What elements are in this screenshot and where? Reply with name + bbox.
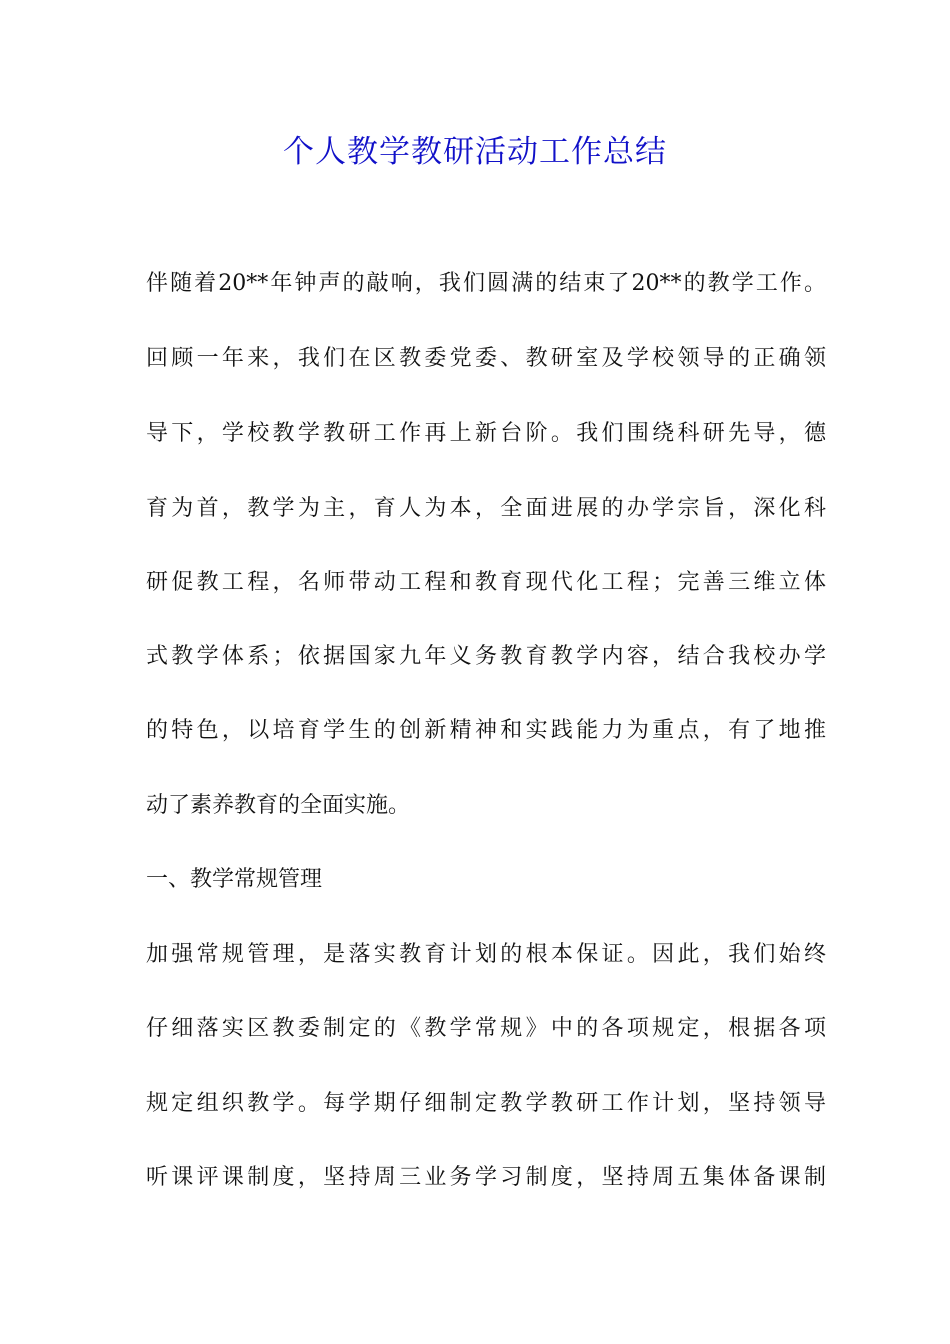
body-line-12: 听课评课制度，坚持周三业务学习制度，坚持周五集体备课制	[146, 1165, 826, 1190]
body-line-4: 育为首，教学为主，育人为本，全面进展的办学宗旨，深化科	[146, 496, 826, 521]
body-line-8: 动了素养教育的全面实施。	[146, 793, 411, 818]
body-line-9: 加强常规管理，是落实教育计划的根本保证。因此，我们始终	[146, 942, 826, 967]
body-line-10: 仔细落实区教委制定的《教学常规》中的各项规定，根据各项	[146, 1016, 826, 1041]
body-line-7: 的特色，以培育学生的创新精神和实践能力为重点，有了地推	[146, 718, 826, 743]
body-line-2: 回顾一年来，我们在区教委党委、教研室及学校领导的正确领	[146, 346, 826, 371]
body-line-6: 式教学体系；依据国家九年义务教育教学内容，结合我校办学	[146, 644, 826, 669]
body-line-5: 研促教工程，名师带动工程和教育现代化工程；完善三维立体	[146, 570, 826, 595]
document-title: 个人教学教研活动工作总结	[283, 134, 667, 170]
body-line-11: 规定组织教学。每学期仔细制定教学教研工作计划，坚持领导	[146, 1091, 826, 1116]
body-line-3: 导下，学校教学教研工作再上新台阶。我们围绕科研先导，德	[146, 421, 826, 446]
section-heading: 一、教学常规管理	[146, 867, 323, 892]
body-line-1: 伴随着20**年钟声的敲响，我们圆满的结束了20**的教学工作。	[146, 271, 826, 296]
